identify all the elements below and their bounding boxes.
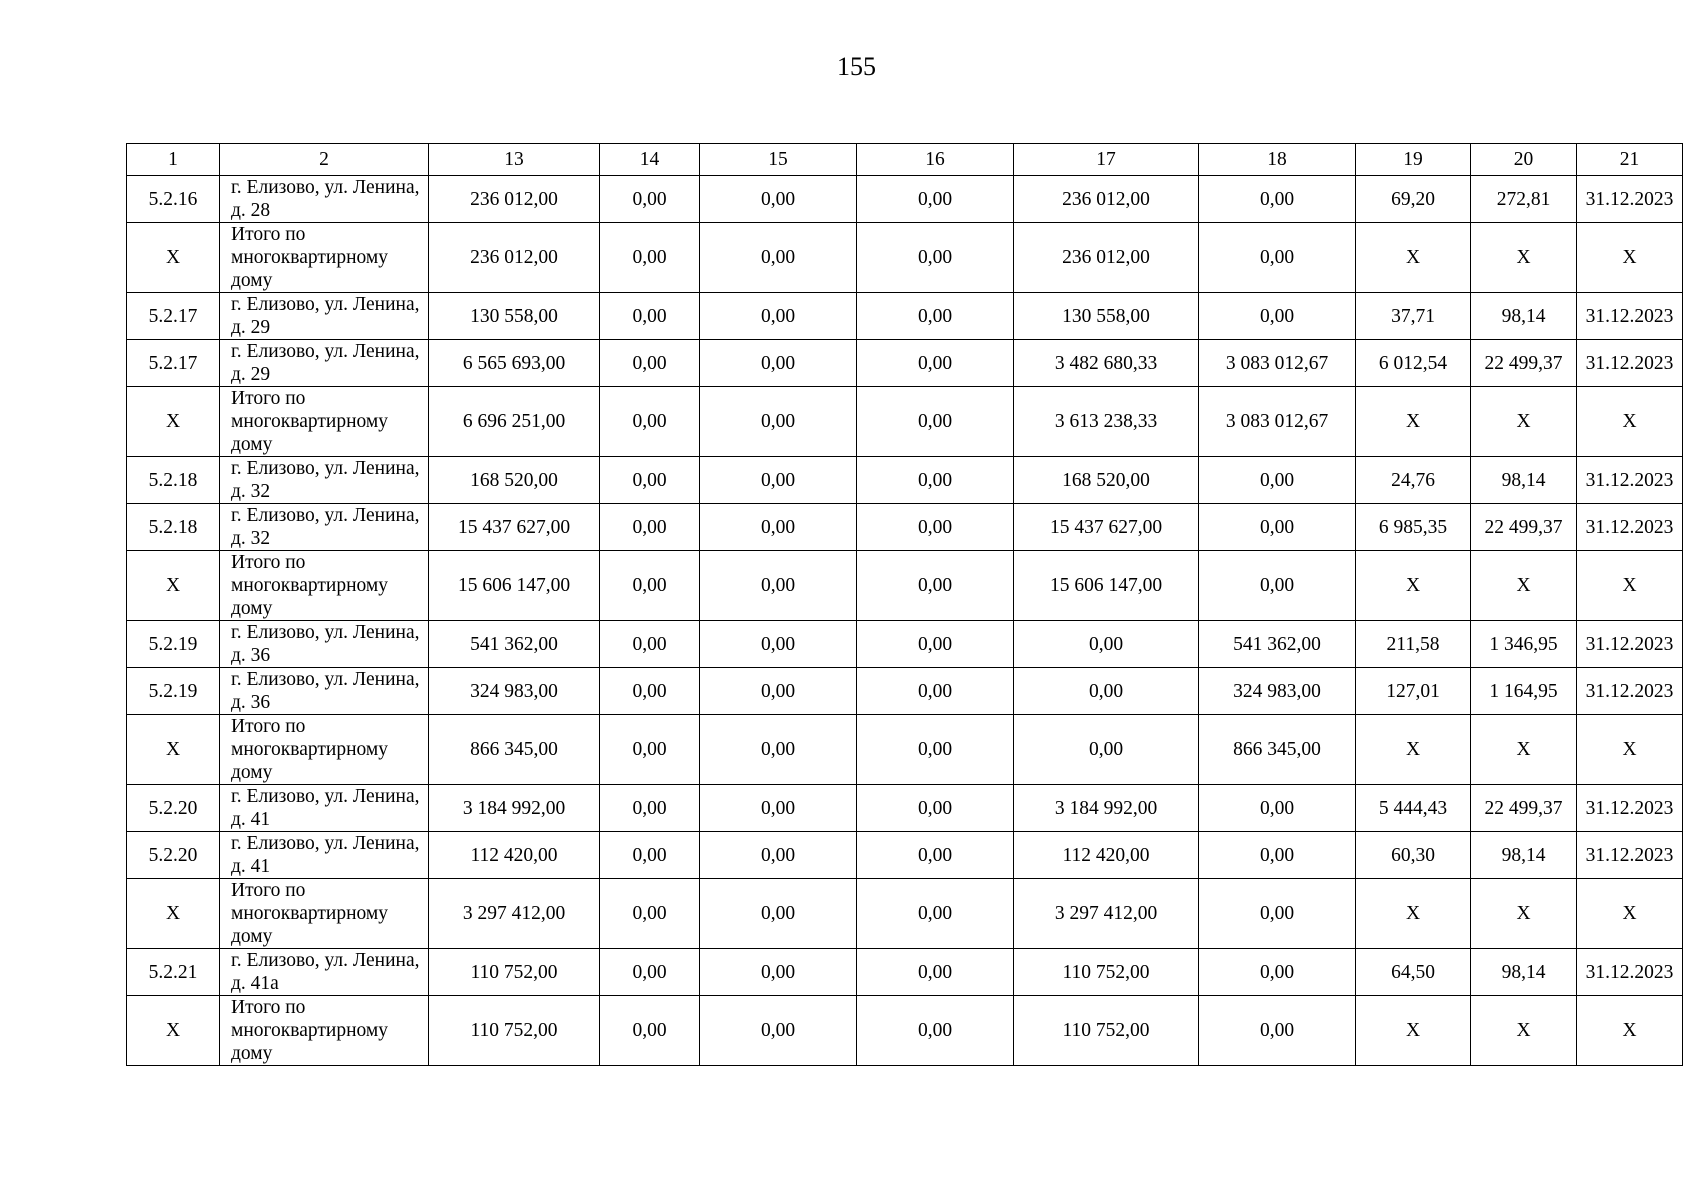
cell-col-17: 0,00 [1014,668,1199,715]
cell-col-16: 0,00 [857,715,1014,785]
cell-col-2: Итого по многоквартирному дому [220,387,429,457]
cell-col-18: 0,00 [1199,176,1356,223]
cell-col-14: 0,00 [600,621,700,668]
cell-col-1: 5.2.19 [127,621,220,668]
cell-col-15: 0,00 [700,457,857,504]
cell-col-17: 0,00 [1014,715,1199,785]
cell-col-13: 168 520,00 [429,457,600,504]
cell-col-20: 22 499,37 [1471,340,1577,387]
cell-col-2: г. Елизово, ул. Ленина, д. 41 [220,832,429,879]
cell-col-19: X [1356,387,1471,457]
cell-col-18: 324 983,00 [1199,668,1356,715]
cell-col-20: X [1471,996,1577,1066]
cell-col-2: г. Елизово, ул. Ленина, д. 29 [220,293,429,340]
total-row [127,879,1683,949]
cell-col-21: 31.12.2023 [1577,785,1683,832]
cell-col-13: 541 362,00 [429,621,600,668]
table-row [127,176,1683,223]
cell-col-14: 0,00 [600,457,700,504]
cell-col-19: 69,20 [1356,176,1471,223]
cell-col-15: 0,00 [700,668,857,715]
cell-col-21: 31.12.2023 [1577,176,1683,223]
cell-col-21: X [1577,996,1683,1066]
cell-col-18: 0,00 [1199,785,1356,832]
cell-col-2: Итого по многоквартирному дому [220,879,429,949]
cell-col-21: 31.12.2023 [1577,504,1683,551]
cell-col-14: 0,00 [600,340,700,387]
cell-col-16: 0,00 [857,668,1014,715]
cell-col-15: 0,00 [700,387,857,457]
cell-col-16: 0,00 [857,785,1014,832]
cell-col-15: 0,00 [700,879,857,949]
cell-col-15: 0,00 [700,504,857,551]
column-header-18: 18 [1199,144,1356,176]
cell-col-20: 1 346,95 [1471,621,1577,668]
cell-col-18: 0,00 [1199,832,1356,879]
cell-col-13: 15 606 147,00 [429,551,600,621]
cell-col-16: 0,00 [857,504,1014,551]
cell-col-20: X [1471,223,1577,293]
capital-repair-table [126,143,1683,1066]
cell-col-14: 0,00 [600,715,700,785]
cell-col-19: 6 985,35 [1356,504,1471,551]
cell-col-21: X [1577,551,1683,621]
cell-col-17: 236 012,00 [1014,223,1199,293]
cell-col-18: 3 083 012,67 [1199,387,1356,457]
cell-col-18: 3 083 012,67 [1199,340,1356,387]
cell-col-19: 211,58 [1356,621,1471,668]
cell-col-15: 0,00 [700,293,857,340]
cell-col-1: X [127,551,220,621]
total-row [127,551,1683,621]
cell-col-20: 98,14 [1471,457,1577,504]
cell-col-2: Итого по многоквартирному дому [220,715,429,785]
column-header-17: 17 [1014,144,1199,176]
cell-col-20: 22 499,37 [1471,785,1577,832]
cell-col-19: 24,76 [1356,457,1471,504]
column-header-21: 21 [1577,144,1683,176]
cell-col-1: 5.2.16 [127,176,220,223]
cell-col-17: 3 184 992,00 [1014,785,1199,832]
cell-col-21: 31.12.2023 [1577,949,1683,996]
cell-col-18: 0,00 [1199,949,1356,996]
cell-col-19: X [1356,996,1471,1066]
cell-col-17: 168 520,00 [1014,457,1199,504]
cell-col-19: X [1356,223,1471,293]
cell-col-18: 0,00 [1199,879,1356,949]
cell-col-20: 272,81 [1471,176,1577,223]
cell-col-14: 0,00 [600,879,700,949]
cell-col-1: 5.2.20 [127,832,220,879]
cell-col-16: 0,00 [857,223,1014,293]
cell-col-15: 0,00 [700,340,857,387]
cell-col-13: 3 184 992,00 [429,785,600,832]
cell-col-14: 0,00 [600,996,700,1066]
cell-col-2: Итого по многоквартирному дому [220,223,429,293]
page-number: 155 [837,52,876,81]
cell-col-2: Итого по многоквартирному дому [220,551,429,621]
cell-col-13: 324 983,00 [429,668,600,715]
total-row [127,387,1683,457]
cell-col-17: 112 420,00 [1014,832,1199,879]
cell-col-13: 130 558,00 [429,293,600,340]
column-header-20: 20 [1471,144,1577,176]
cell-col-1: 5.2.21 [127,949,220,996]
cell-col-20: 1 164,95 [1471,668,1577,715]
cell-col-16: 0,00 [857,551,1014,621]
cell-col-15: 0,00 [700,223,857,293]
cell-col-17: 130 558,00 [1014,293,1199,340]
cell-col-13: 112 420,00 [429,832,600,879]
cell-col-21: X [1577,715,1683,785]
cell-col-16: 0,00 [857,832,1014,879]
cell-col-2: Итого по многоквартирному дому [220,996,429,1066]
cell-col-17: 15 606 147,00 [1014,551,1199,621]
cell-col-18: 0,00 [1199,293,1356,340]
cell-col-13: 15 437 627,00 [429,504,600,551]
cell-col-17: 236 012,00 [1014,176,1199,223]
table-header [127,144,1683,176]
cell-col-1: X [127,879,220,949]
cell-col-16: 0,00 [857,457,1014,504]
cell-col-2: г. Елизово, ул. Ленина, д. 29 [220,340,429,387]
cell-col-21: X [1577,879,1683,949]
cell-col-16: 0,00 [857,176,1014,223]
table-row [127,949,1683,996]
cell-col-19: 5 444,43 [1356,785,1471,832]
table-row [127,340,1683,387]
cell-col-15: 0,00 [700,621,857,668]
cell-col-20: X [1471,879,1577,949]
cell-col-2: г. Елизово, ул. Ленина, д. 32 [220,504,429,551]
cell-col-16: 0,00 [857,340,1014,387]
table-row [127,785,1683,832]
cell-col-1: 5.2.20 [127,785,220,832]
cell-col-21: 31.12.2023 [1577,457,1683,504]
column-header-13: 13 [429,144,600,176]
cell-col-17: 3 613 238,33 [1014,387,1199,457]
cell-col-1: 5.2.17 [127,340,220,387]
cell-col-19: 37,71 [1356,293,1471,340]
column-header-15: 15 [700,144,857,176]
cell-col-18: 541 362,00 [1199,621,1356,668]
cell-col-13: 110 752,00 [429,996,600,1066]
cell-col-16: 0,00 [857,293,1014,340]
cell-col-20: X [1471,715,1577,785]
cell-col-19: X [1356,715,1471,785]
cell-col-21: 31.12.2023 [1577,832,1683,879]
cell-col-2: г. Елизово, ул. Ленина, д. 36 [220,621,429,668]
total-row [127,715,1683,785]
cell-col-18: 0,00 [1199,457,1356,504]
cell-col-16: 0,00 [857,949,1014,996]
column-header-14: 14 [600,144,700,176]
cell-col-2: г. Елизово, ул. Ленина, д. 28 [220,176,429,223]
cell-col-20: 98,14 [1471,293,1577,340]
cell-col-20: X [1471,551,1577,621]
cell-col-15: 0,00 [700,176,857,223]
table-row [127,293,1683,340]
total-row [127,223,1683,293]
cell-col-20: X [1471,387,1577,457]
cell-col-16: 0,00 [857,621,1014,668]
cell-col-18: 0,00 [1199,996,1356,1066]
cell-col-17: 110 752,00 [1014,949,1199,996]
cell-col-21: X [1577,387,1683,457]
cell-col-17: 0,00 [1014,621,1199,668]
cell-col-19: X [1356,879,1471,949]
cell-col-17: 3 482 680,33 [1014,340,1199,387]
cell-col-16: 0,00 [857,879,1014,949]
cell-col-20: 98,14 [1471,832,1577,879]
cell-col-16: 0,00 [857,387,1014,457]
cell-col-13: 236 012,00 [429,223,600,293]
cell-col-20: 22 499,37 [1471,504,1577,551]
cell-col-13: 236 012,00 [429,176,600,223]
table-row [127,668,1683,715]
cell-col-16: 0,00 [857,996,1014,1066]
cell-col-19: X [1356,551,1471,621]
cell-col-15: 0,00 [700,715,857,785]
cell-col-18: 0,00 [1199,551,1356,621]
column-header-16: 16 [857,144,1014,176]
cell-col-14: 0,00 [600,387,700,457]
table-row [127,832,1683,879]
cell-col-15: 0,00 [700,785,857,832]
cell-col-20: 98,14 [1471,949,1577,996]
cell-col-1: X [127,996,220,1066]
table-row [127,621,1683,668]
cell-col-2: г. Елизово, ул. Ленина, д. 41 [220,785,429,832]
cell-col-14: 0,00 [600,949,700,996]
cell-col-21: 31.12.2023 [1577,621,1683,668]
cell-col-15: 0,00 [700,996,857,1066]
cell-col-13: 6 565 693,00 [429,340,600,387]
cell-col-14: 0,00 [600,832,700,879]
table-body [127,176,1683,1066]
cell-col-17: 3 297 412,00 [1014,879,1199,949]
cell-col-1: 5.2.18 [127,457,220,504]
cell-col-13: 110 752,00 [429,949,600,996]
cell-col-2: г. Елизово, ул. Ленина, д. 32 [220,457,429,504]
header-row [127,144,1683,176]
cell-col-14: 0,00 [600,668,700,715]
cell-col-2: г. Елизово, ул. Ленина, д. 41а [220,949,429,996]
cell-col-18: 0,00 [1199,223,1356,293]
cell-col-15: 0,00 [700,551,857,621]
table-row [127,457,1683,504]
cell-col-19: 64,50 [1356,949,1471,996]
cell-col-1: 5.2.18 [127,504,220,551]
cell-col-21: 31.12.2023 [1577,340,1683,387]
cell-col-1: X [127,715,220,785]
cell-col-14: 0,00 [600,785,700,832]
cell-col-1: 5.2.17 [127,293,220,340]
cell-col-15: 0,00 [700,949,857,996]
cell-col-19: 127,01 [1356,668,1471,715]
cell-col-1: X [127,223,220,293]
cell-col-17: 15 437 627,00 [1014,504,1199,551]
cell-col-19: 6 012,54 [1356,340,1471,387]
cell-col-15: 0,00 [700,832,857,879]
cell-col-21: 31.12.2023 [1577,293,1683,340]
column-header-2: 2 [220,144,429,176]
cell-col-1: 5.2.19 [127,668,220,715]
table-row [127,504,1683,551]
cell-col-18: 866 345,00 [1199,715,1356,785]
cell-col-2: г. Елизово, ул. Ленина, д. 36 [220,668,429,715]
cell-col-13: 866 345,00 [429,715,600,785]
total-row [127,996,1683,1066]
cell-col-18: 0,00 [1199,504,1356,551]
cell-col-14: 0,00 [600,551,700,621]
cell-col-14: 0,00 [600,176,700,223]
cell-col-21: X [1577,223,1683,293]
cell-col-13: 3 297 412,00 [429,879,600,949]
cell-col-13: 6 696 251,00 [429,387,600,457]
cell-col-19: 60,30 [1356,832,1471,879]
cell-col-14: 0,00 [600,504,700,551]
column-header-19: 19 [1356,144,1471,176]
cell-col-21: 31.12.2023 [1577,668,1683,715]
cell-col-1: X [127,387,220,457]
column-header-1: 1 [127,144,220,176]
cell-col-14: 0,00 [600,293,700,340]
cell-col-14: 0,00 [600,223,700,293]
cell-col-17: 110 752,00 [1014,996,1199,1066]
